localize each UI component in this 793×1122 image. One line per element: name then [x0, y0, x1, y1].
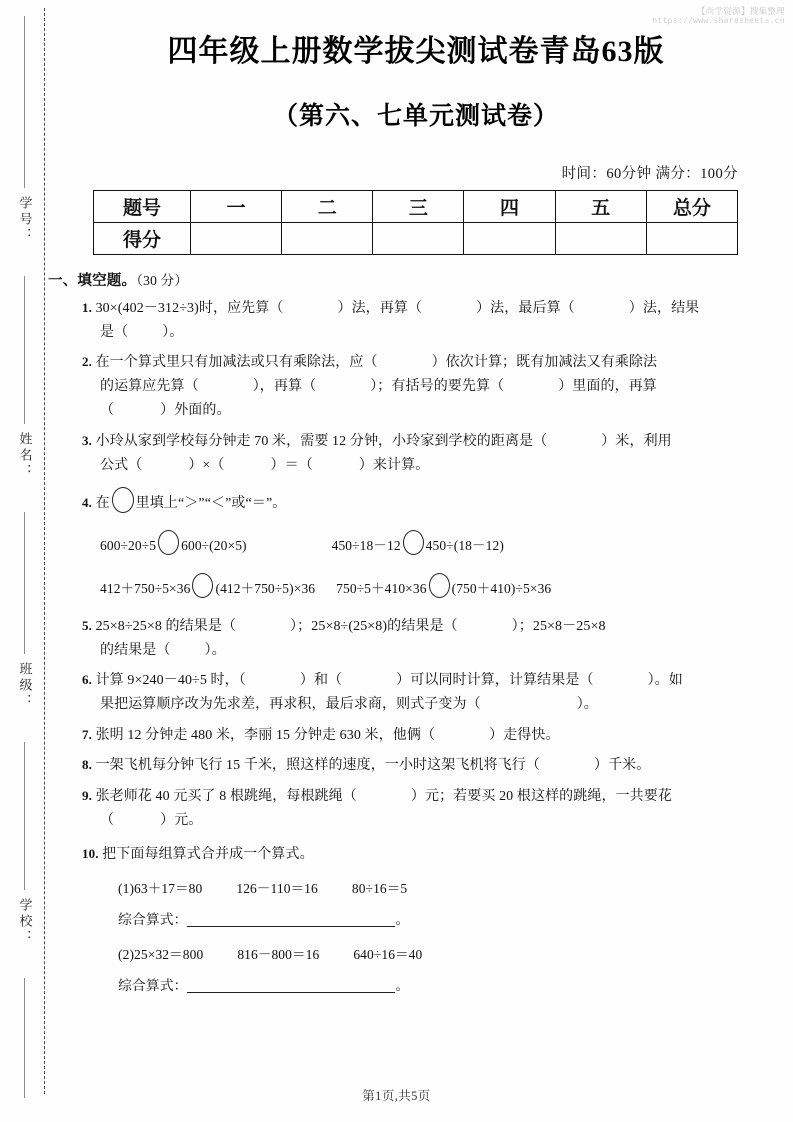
compare-circle-icon[interactable] — [403, 530, 424, 555]
score-cell-4[interactable] — [555, 223, 646, 255]
compare-circle-icon[interactable] — [429, 573, 450, 598]
q10-group-2-answer — [82, 974, 776, 998]
q6-text-b: ）和（ — [299, 673, 343, 689]
score-table-row-label-0: 题号 — [94, 191, 191, 223]
score-table-col-3: 四 — [464, 191, 555, 223]
q2-text-h: ）外面的。 — [160, 403, 231, 419]
q1-text-c: ）法，最后算（ — [476, 300, 575, 316]
q1-text-a: 30×(402－312÷3)时，应先算（ — [95, 300, 284, 316]
compare-circle-icon[interactable] — [192, 573, 213, 598]
q2-text-e: ）；有括号的要先算（ — [370, 379, 505, 395]
question-4 — [82, 487, 776, 601]
q3-text-c: 公式（ — [100, 457, 143, 473]
q4-r1-left-a: 600÷20÷5 — [100, 538, 157, 554]
q4-pair-2 — [332, 530, 504, 557]
question-10 — [82, 843, 776, 998]
question-5-line-2 — [82, 639, 776, 663]
q8-text-b: ）千米。 — [593, 758, 651, 774]
margin-rule-4 — [24, 742, 25, 890]
q3-text-e: ）＝（ — [270, 457, 313, 473]
section-heading-1 — [48, 269, 776, 290]
q4-r2-left-a: 412＋750÷5×36 — [100, 581, 191, 597]
page-subtitle: （第六、七单元测试卷） — [272, 103, 559, 130]
q5-text-e: ）。 — [204, 642, 226, 658]
q5-text-c: ）；25×8－25×8 — [511, 618, 606, 634]
score-table-row-label-1: 得分 — [94, 223, 191, 255]
q9-text-a: 张老师花 40 元买了 8 根跳绳，每根跳绳（ — [95, 789, 357, 805]
table-row-scores — [94, 223, 738, 255]
q10-g1-expr-3: 80÷16＝5 — [351, 881, 408, 897]
question-7 — [82, 724, 776, 748]
page-footer: 第1页,共5页 — [362, 1089, 431, 1103]
q10-g1-answer-blank[interactable] — [187, 912, 395, 927]
q5-text-d: 的结果是（ — [100, 642, 171, 658]
q9-text-d: ）元。 — [160, 813, 203, 829]
side-label-school: 学校： — [17, 898, 33, 946]
q2-text-b: ）依次计算；既有加减法又有乘除法 — [431, 355, 658, 371]
q4-pair-3 — [100, 573, 315, 600]
margin-rule-1 — [24, 16, 25, 188]
question-2-line-3 — [82, 399, 776, 423]
fold-dashed-line — [44, 8, 45, 1094]
q4-r1-right-b: 450÷(18－12) — [425, 538, 504, 554]
q10-g2-expr-1: 25×32＝800 — [134, 947, 204, 963]
margin-rule-2 — [24, 276, 25, 424]
watermark — [652, 6, 785, 27]
score-table-col-0: 一 — [191, 191, 282, 223]
watermark-url: https://www.sharesheets.cn — [652, 16, 785, 26]
q4-r1-left-b: 600÷(20×5) — [181, 538, 247, 554]
compare-circle-icon[interactable] — [112, 487, 134, 513]
q10-g2-answer-label: 综合算式： — [118, 978, 188, 994]
side-field-name — [14, 432, 36, 485]
score-table-wrap — [56, 190, 776, 255]
q2-text-c: 的运算应先算（ — [100, 379, 199, 395]
left-margin-strip — [0, 0, 48, 1122]
q9-text-b: ）元；若要买 20 根这样的跳绳，一共要花 — [410, 789, 672, 805]
question-1-number: 1. — [82, 299, 92, 315]
score-cell-5[interactable] — [646, 223, 737, 255]
question-3-line-2 — [82, 454, 776, 478]
question-7-number: 7. — [82, 726, 92, 742]
q5-text-b: ）；25×8÷(25×8)的结果是（ — [290, 618, 458, 634]
q3-text-d: ）×（ — [188, 457, 225, 473]
q10-group-1-exprs — [82, 877, 776, 900]
compare-circle-icon[interactable] — [158, 530, 179, 555]
q4-text-a: 在 — [95, 496, 110, 512]
q7-text-b: ）走得快。 — [489, 727, 560, 743]
question-4-row-2 — [82, 573, 776, 600]
q6-text-c: ）可以同时计算，计算结果是（ — [396, 673, 594, 689]
q7-text-a: 张明 12 分钟走 480 米，李丽 15 分钟走 630 米，他俩（ — [95, 727, 436, 743]
q10-prompt: 把下面每组算式合并成一个算式。 — [102, 847, 314, 863]
q1-text-f: ）。 — [162, 324, 184, 340]
side-label-student-id: 学号： — [17, 196, 33, 244]
page-title: 四年级上册数学拔尖测试卷青岛63版 — [167, 35, 665, 68]
table-row-question-numbers — [94, 191, 738, 223]
question-3-number: 3. — [82, 432, 92, 448]
q10-g1-answer-label: 综合算式： — [118, 912, 188, 928]
q6-text-f: ）。 — [576, 697, 598, 713]
question-4-number: 4. — [82, 495, 92, 511]
side-label-class: 班级： — [17, 662, 33, 710]
q4-r2-right-a: 750÷5＋410×36 — [336, 581, 427, 597]
question-5-number: 5. — [82, 617, 92, 633]
question-8 — [82, 754, 776, 778]
question-5 — [82, 615, 776, 663]
side-field-school — [14, 898, 36, 951]
q5-text-a: 25×8÷25×8 的结果是（ — [95, 618, 237, 634]
q3-text-b: ）米，利用 — [601, 433, 672, 449]
q9-text-c: （ — [100, 813, 115, 829]
question-2 — [82, 351, 776, 423]
q1-text-b: ）法，再算（ — [337, 300, 423, 316]
q6-text-a: 计算 9×240－40÷5 时，（ — [95, 673, 246, 689]
score-cell-1[interactable] — [282, 223, 373, 255]
question-1 — [82, 297, 776, 345]
q2-text-d: ），再算（ — [252, 379, 317, 395]
margin-rule-3 — [24, 512, 25, 654]
q2-text-a: 在一个算式里只有加减法或只有乘除法，应（ — [95, 355, 378, 371]
question-6-line-2 — [82, 693, 776, 717]
score-cell-3[interactable] — [464, 223, 555, 255]
q3-text-f: ）来计算。 — [358, 457, 430, 473]
q4-pair-4 — [336, 573, 551, 600]
q8-text-a: 一架飞机每分钟飞行 15 千米，照这样的速度，一小时这架飞机将飞行（ — [95, 758, 540, 774]
side-field-student-id — [14, 196, 36, 249]
q10-g1-label: (1) — [118, 881, 135, 897]
q10-g2-answer-blank[interactable] — [187, 978, 395, 993]
q10-g2-answer-end: 。 — [395, 978, 410, 994]
q4-r2-right-b: (750＋410)÷5×36 — [451, 581, 552, 597]
q10-group-2-exprs — [82, 943, 776, 966]
q2-text-f: ）里面的，再算 — [558, 379, 657, 395]
score-table-col-2: 三 — [373, 191, 464, 223]
question-2-number: 2. — [82, 354, 92, 370]
q3-text-a: 小玲从家到学校每分钟走 70 米，需要 12 分钟，小玲家到学校的距离是（ — [95, 433, 548, 449]
q4-r2-left-b: (412＋750÷5)×36 — [215, 581, 316, 597]
question-9-number: 9. — [82, 788, 92, 804]
question-3 — [82, 430, 776, 478]
q10-g2-label: (2) — [118, 947, 135, 963]
q2-text-g: （ — [100, 403, 115, 419]
section-heading-1-points: （30 分） — [136, 273, 189, 288]
question-4-row-1 — [82, 530, 776, 557]
question-1-line-2 — [82, 321, 776, 345]
score-cell-2[interactable] — [373, 223, 464, 255]
score-table-col-4: 五 — [555, 191, 646, 223]
question-6-number: 6. — [82, 672, 92, 688]
question-8-number: 8. — [82, 757, 92, 773]
side-label-name: 姓名： — [17, 432, 33, 480]
q4-r1-right-a: 450÷18－12 — [331, 538, 401, 554]
q10-g1-answer-end: 。 — [395, 912, 410, 928]
score-table-col-5: 总分 — [646, 191, 737, 223]
q4-text-b: 里填上“＞”“＜”或“＝”。 — [135, 496, 287, 512]
watermark-label: 【尚学资源】搜集整理 — [696, 6, 785, 16]
q10-g2-expr-3: 640÷16＝40 — [353, 947, 423, 963]
question-10-number: 10. — [82, 846, 99, 862]
question-2-line-2 — [82, 375, 776, 399]
q10-g1-expr-1: 63＋17＝80 — [134, 881, 203, 897]
q10-g1-expr-2: 126－110＝16 — [236, 881, 318, 897]
score-table — [93, 190, 738, 255]
q4-pair-1 — [100, 530, 247, 557]
exam-meta: 时间：60分钟 满分：100分 — [561, 166, 738, 182]
main-content — [48, 0, 776, 998]
question-9 — [82, 785, 776, 833]
side-field-class — [14, 662, 36, 715]
question-6 — [82, 669, 776, 717]
q1-text-e: 是（ — [100, 324, 129, 340]
q10-g2-expr-2: 816－800＝16 — [237, 947, 320, 963]
q6-text-d: ）。如 — [647, 673, 683, 689]
question-9-line-2 — [82, 809, 776, 833]
section-heading-1-text: 一、填空题。 — [48, 273, 137, 289]
question-1-body — [96, 301, 700, 316]
q6-text-e: 果把运算顺序改为先求差，再求积，最后求商，则式子变为（ — [100, 697, 481, 713]
q10-group-1-answer — [82, 908, 776, 932]
score-table-col-1: 二 — [282, 191, 373, 223]
margin-rule-5 — [24, 978, 25, 1098]
score-cell-0[interactable] — [191, 223, 282, 255]
q1-text-d: ）法，结果 — [628, 300, 700, 316]
